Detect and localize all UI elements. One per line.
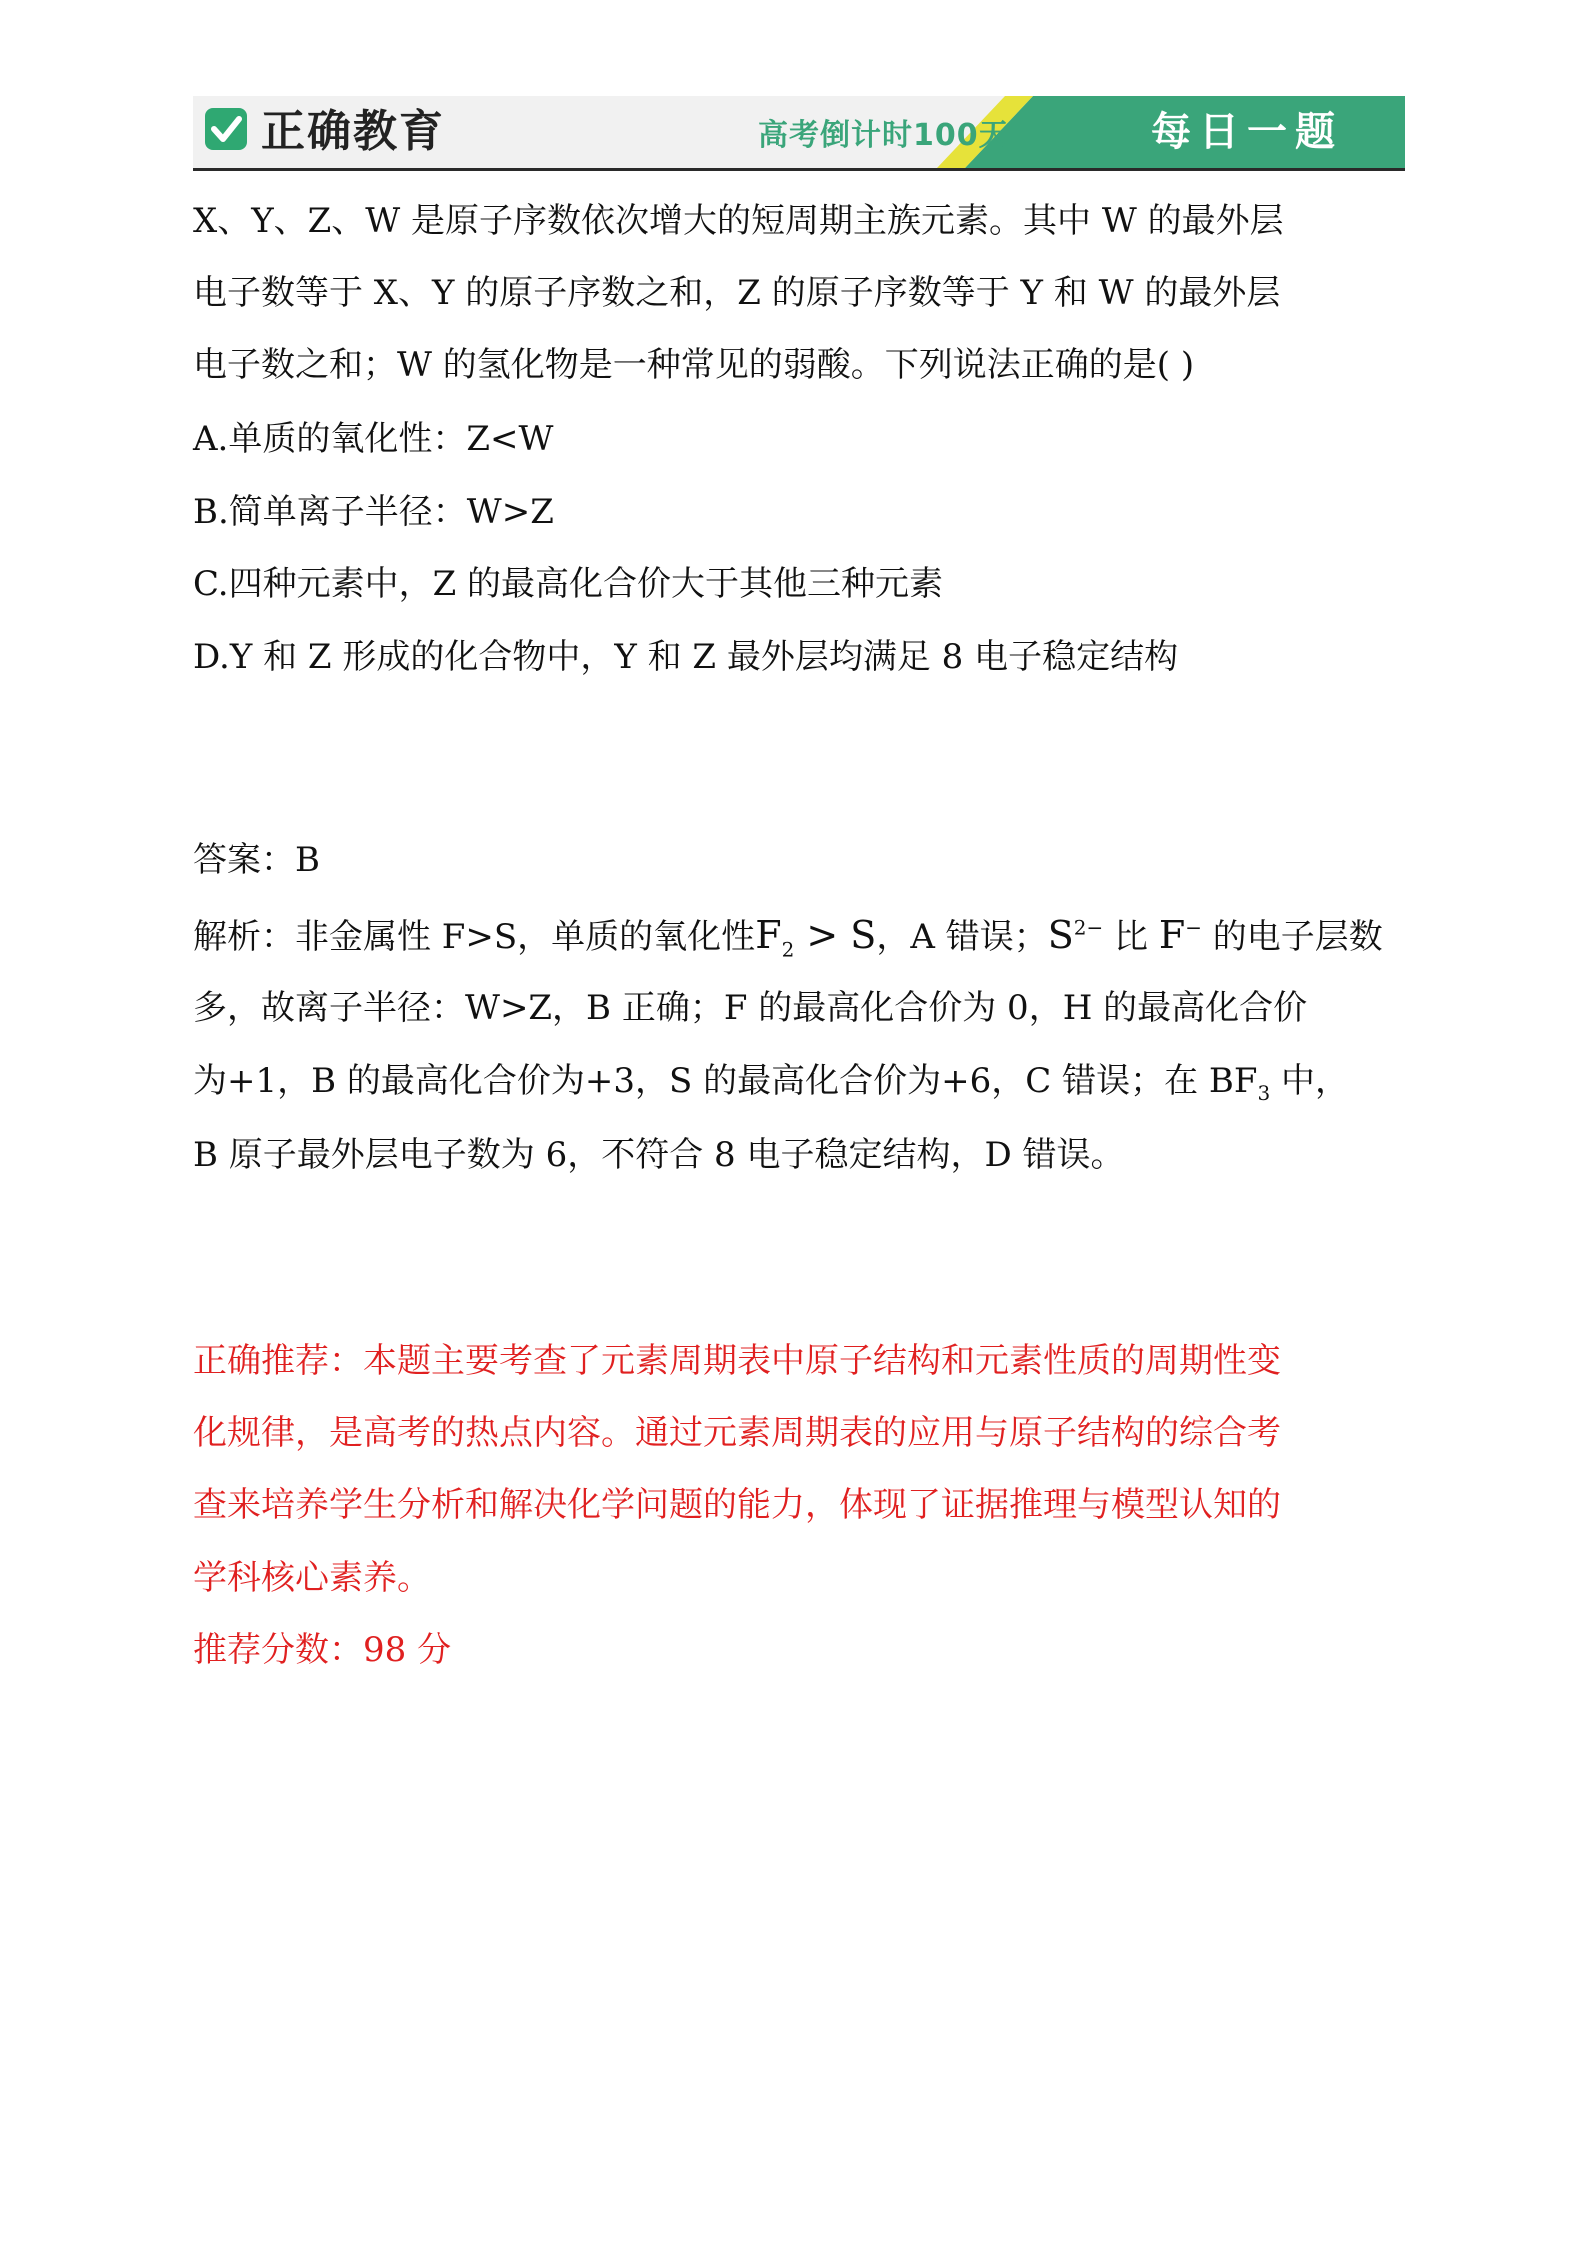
question-line: X、Y、Z、W 是原子序数依次增大的短周期主族元素。其中 W 的最外层 <box>193 201 1284 241</box>
option-c: C.四种元素中，Z 的最高化合价大于其他三种元素 <box>193 564 944 604</box>
exam-countdown: 高考倒计时100天 <box>758 118 1010 153</box>
formula-fluoride-ion: F− <box>1158 913 1202 957</box>
recommend-line: 学科核心素养。 <box>193 1558 431 1598</box>
analysis-text: 解析：非金属性 F>S，单质的氧化性 <box>193 917 756 957</box>
brand-name: 正确教育 <box>261 106 445 157</box>
check-logo-icon <box>203 106 249 152</box>
answer-text: 答案：B <box>193 840 320 880</box>
header-banner <box>193 96 1405 170</box>
question-line: 电子数之和；W 的氢化物是一种常见的弱酸。下列说法正确的是( ) <box>193 345 1195 385</box>
recommend-line: 正确推荐：本题主要考查了元素周期表中原子结构和元素性质的周期性变 <box>193 1341 1281 1381</box>
daily-question-label: 每日一题 <box>1151 109 1343 155</box>
analysis-text: 为+1，B 的最高化合价为+3，S 的最高化合价为+6，C 错误；在 BF <box>193 1061 1258 1101</box>
analysis-line <box>193 1056 1349 1106</box>
question-line: 电子数等于 X、Y 的原子序数之和，Z 的原子序数等于 Y 和 W 的最外层 <box>193 273 1281 313</box>
analysis-line: B 原子最外层电子数为 6，不符合 8 电子稳定结构，D 错误。 <box>193 1135 1125 1175</box>
recommend-line: 查来培养学生分析和解决化学问题的能力，体现了证据推理与模型认知的 <box>193 1485 1281 1525</box>
option-d: D.Y 和 Z 形成的化合物中，Y 和 Z 最外层均满足 8 电子稳定结构 <box>193 637 1179 677</box>
analysis-line <box>193 910 1383 962</box>
formula-sulfide-ion: $S^{2-}$ <box>1047 913 1104 957</box>
option-b: B.简单离子半径：W>Z <box>193 492 554 532</box>
analysis-text: 比 <box>1103 917 1159 957</box>
analysis-line: 多，故离子半径：W>Z，B 正确；F 的最高化合价为 0，H 的最高化合价 <box>193 988 1308 1028</box>
analysis-text: 中， <box>1270 1061 1350 1101</box>
recommend-line: 化规律，是高考的热点内容。通过元素周期表的应用与原子结构的综合考 <box>193 1413 1281 1453</box>
formula-f2: $F_2 > S$ <box>755 913 877 962</box>
subscript-3: 3 <box>1257 1080 1271 1105</box>
analysis-text: 的电子层数 <box>1202 917 1383 957</box>
option-a: A.单质的氧化性：Z<W <box>193 419 554 459</box>
banner-divider <box>193 168 1405 171</box>
recommend-score: 推荐分数：98 分 <box>193 1630 452 1670</box>
analysis-text: ，A 错误； <box>876 917 1048 957</box>
